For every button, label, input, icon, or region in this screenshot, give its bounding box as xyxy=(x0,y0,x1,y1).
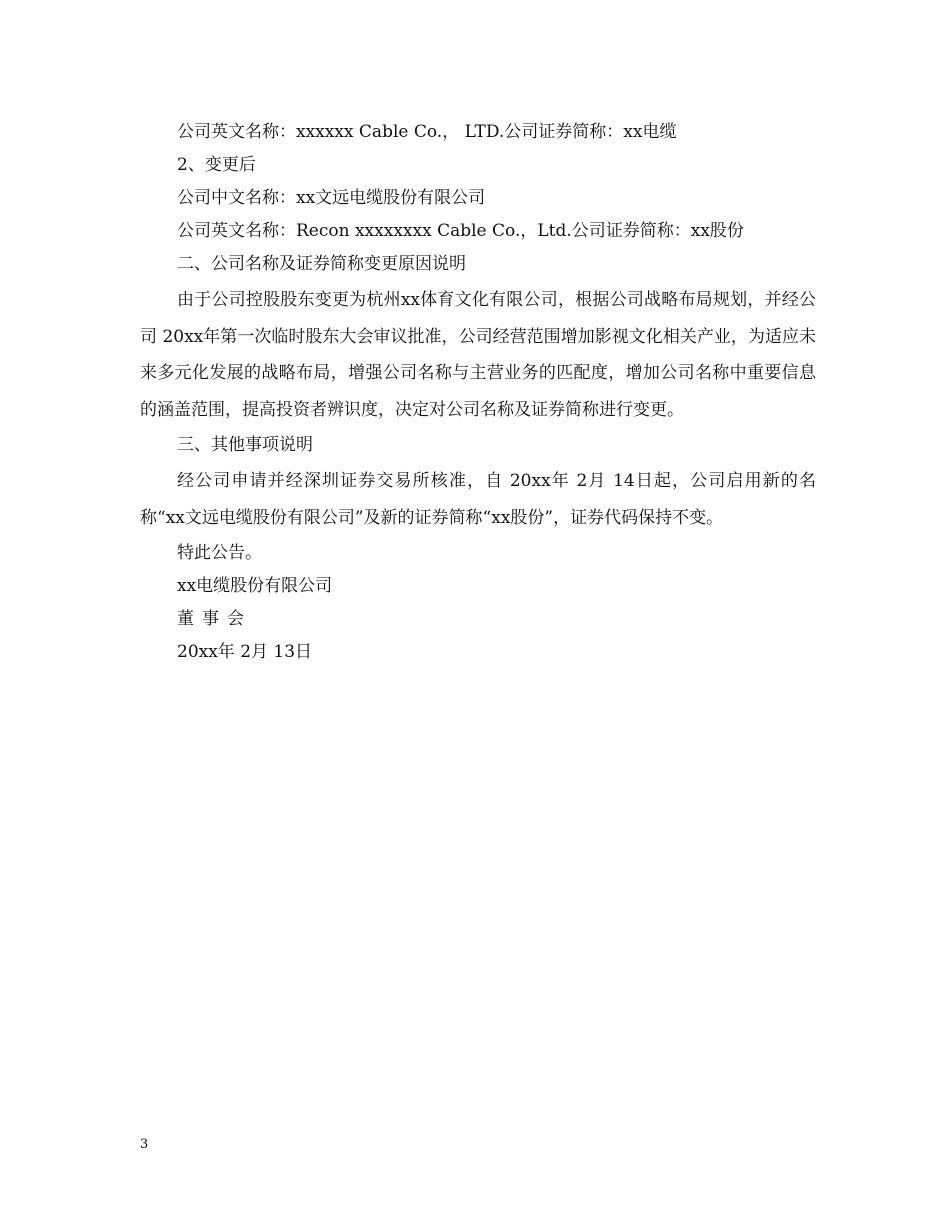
section-3-heading: 三、其他事项说明 xyxy=(177,435,313,455)
closing-line: 特此公告。 xyxy=(177,543,262,563)
chinese-name-after-line: 公司中文名称：xx文远电缆股份有限公司 xyxy=(177,188,486,208)
section-2-paragraph: 由于公司控股股东变更为杭州xx体育文化有限公司，根据公司战略布局规划，并经公司 20xx年第一次临时股东大会审议批准，公司经营范围增加影视文化相关产业，为适应未来多元化发展的战略布局，增强公司名称与主营业务的匹配度，增加公司名称中重要信息的涵盖范围，提高投资者辨识度，决定对公司名称及证券简称进行变更。 xyxy=(140,290,816,420)
document-body xyxy=(140,116,816,669)
company-signature: xx电缆股份有限公司 xyxy=(177,576,333,596)
english-name-after-line: 公司英文名称：Recon xxxxxxxx Cable Co.，Ltd.公司证券简称：xx股份 xyxy=(177,221,744,241)
section-3-paragraph: 经公司申请并经深圳证券交易所核准，自 20xx年 2月 14日起，公司启用新的名称“xx文远电缆股份有限公司”及新的证券简称“xx股份”，证券代码保持不变。 xyxy=(140,471,816,528)
signature-date: 20xx年 2月 13日 xyxy=(177,642,313,662)
english-name-before-line: 公司英文名称：xxxxxx Cable Co.， LTD.公司证券简称：xx电缆 xyxy=(177,122,677,142)
section-2-heading: 二、公司名称及证券简称变更原因说明 xyxy=(177,254,466,274)
after-change-heading: 2、变更后 xyxy=(177,155,256,175)
board-signature: 董事会 xyxy=(177,609,252,629)
page-number: 3 xyxy=(140,1137,149,1152)
